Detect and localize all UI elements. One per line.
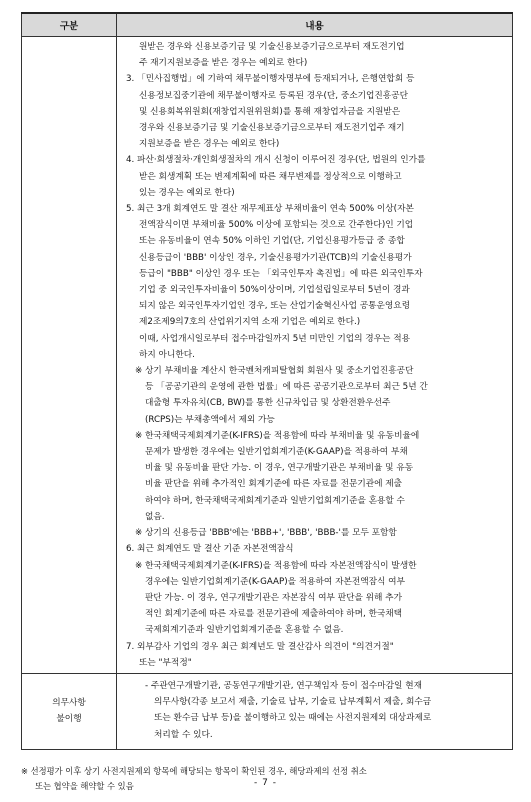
content-line: 또는 "부적정" [139,657,192,668]
content-line: 등 「공공기관의 운영에 관한 법률」에 따른 공공기관으로부터 최근 5년 간 [145,382,428,393]
content-line: 이때, 사업개시일로부터 접수마감일까지 5년 미만인 기업의 경우는 적용 [139,333,410,344]
content-line: 하지 아니한다. [139,349,195,360]
content-line: (RCPS)는 부채총액에서 제외 가능 [145,414,275,425]
table-row [22,673,513,749]
content-line: 비율 및 유동비율 판단 가능. 이 경우, 연구개발기관은 부채비율 및 유동 [145,463,414,474]
content-line: 문제가 발생한 경우에는 일반기업회계기준(K-GAAP)을 적용하여 부채 [145,447,408,458]
page-number: - 7 - [254,778,277,788]
table-row [22,37,513,674]
category-cell [22,673,117,749]
content-line: 4. 파산·회생절차·개인회생절차의 개시 신청이 이루어진 경우(단, 법원의 인가를 [126,155,426,166]
content-line: 전액잠식이면 부채비율 500% 이상에 포함되는 것으로 간주한다)인 기업 [139,220,414,231]
content-line: 경우에는 일반기업회계기준(K-GAAP)을 적용하여 자본전액잠식 여부 [145,576,405,587]
content-line: ※ 한국채택국제회계기준(K-IFRS)을 적용함에 따라 자본전액잠식이 발생한 [135,560,417,571]
content-lines [117,37,512,673]
content-line: 신용정보집중기관에 채무불이행자로 등록된 경우(단, 중소기업진흥공단 [139,90,408,101]
category-label-line2: 불이행 [56,714,82,725]
content-line: 처리할 수 있다. [154,729,213,740]
header-category: 구분 [22,13,117,37]
content-line: ※ 상기 부채비율 계산시 한국벤처캐피탈협회 회원사 및 중소기업진흥공단 [135,366,414,377]
content-line: 적인 회계기준에 따른 자료를 전문기관에 제출하여야 하며, 한국채택 [145,609,403,620]
content-line: 또는 유동비율이 연속 50% 이하인 기업(단, 기업신용평가등급 중 종합 [139,236,405,247]
header-content: 내용 [117,13,513,37]
content-line: 없음. [145,511,165,522]
content-line: ※ 상기의 신용등급 'BBB'에는 'BBB+', 'BBB', 'BBB-'를 모두 포함함 [135,528,397,539]
content-line: ※ 한국채택국제회계기준(K-IFRS)을 적용함에 따라 부채비율 및 유동비율에 [135,430,420,441]
content-line: 국제회계기준과 일반기업회계기준을 혼용할 수 없음. [145,625,344,636]
content-line: 3. 「민사집행법」에 기하여 채무불이행자명부에 등재되거나, 은행연합회 등 [126,74,415,85]
content-line: 대출형 투자유치(CB, BW)를 통한 신규차입금 및 상환전환우선주 [145,398,391,409]
content-cell [117,37,513,674]
content-line: 경우와 신용보증기금 및 기술신용보증기금으로부터 재도전기업주 재기 [139,123,405,134]
content-line: 판단 가능. 이 경우, 연구개발기관은 자본잠식 여부 판단을 위해 추가 [145,592,402,603]
document-page [21,12,512,795]
category-cell-empty [22,37,117,674]
content-line: 있는 경우는 예외로 한다) [139,187,235,198]
exclusion-criteria-table [21,12,513,750]
footer-note-line1: ※ 선정평가 이후 상기 사전지원제외 항목에 해당되는 항목이 확인된 경우, 해당과제의 선정 취소 [21,765,367,776]
content-line: 등급이 "BBB" 이상인 경우 또는 「외국인투자 촉진법」에 따른 외국인투자 [139,268,423,279]
content-line: 기업 중 외국인투자비율이 50%이상이며, 기업설립일로부터 5년이 경과 [139,285,410,296]
content-line: 지원보증을 받은 경우는 예외로 한다) [139,139,280,150]
content-line: 및 신용회복위원회(재창업지원위원회)를 통해 재창업자금을 지원받은 [139,106,401,117]
content-cell [117,673,513,749]
content-line: 또는 환수금 납부 등)을 불이행하고 있는 때에는 사전지원제외 대상과제로 [154,713,432,724]
content-line: 받은 회생계획 또는 변제계획에 따른 채무변제를 정상적으로 이행하고 [139,171,402,182]
content-line: 하여야 하며, 한국채택국제회계기준과 일반기업회계기준을 혼용할 수 [145,495,405,506]
content-line: 의무사항(각종 보고서 제출, 기술료 납부, 기술료 납부계획서 제출, 회수금 [154,697,432,708]
content-lines [117,674,512,749]
content-line: 주 재기지원보증을 받은 경우는 예외로 한다) [139,58,308,69]
category-label-line1: 의무사항 [52,698,86,709]
table-header-row [22,13,513,37]
content-line: 5. 최근 3개 회계연도 말 결산 재무제표상 부채비율이 연속 500% 이상(자본 [126,204,414,215]
content-line: - 주관연구개발기관, 공동연구개발기관, 연구책임자 등이 접수마감일 현재 [145,680,422,691]
content-line: 6. 최근 회계연도 말 결산 기준 자본전액잠식 [126,544,294,555]
content-line: 원받은 경우와 신용보증기금 및 기술신용보증기금으로부터 재도전기업 [139,42,405,52]
content-line: 비율 판단을 위해 추가적인 회계기준에 따른 자료를 전문기관에 제출 [145,479,403,490]
content-line: 신용등급이 'BBB' 이상인 경우, 기술신용평가기관(TCB)의 기술신용평가 [139,252,412,263]
footer-note-line2: 또는 협약을 해약할 수 있음 [35,781,134,792]
content-line: 되지 않은 외국인투자기업인 경우, 또는 산업기술혁신사업 공통운영요령 [139,301,411,312]
content-line: 제2조제9의7호의 산업위기지역 소재 기업은 예외로 한다.) [139,317,361,328]
content-line: 7. 외부감사 기업의 경우 최근 회계년도 말 결산감사 의견이 "의견거절" [126,641,394,652]
